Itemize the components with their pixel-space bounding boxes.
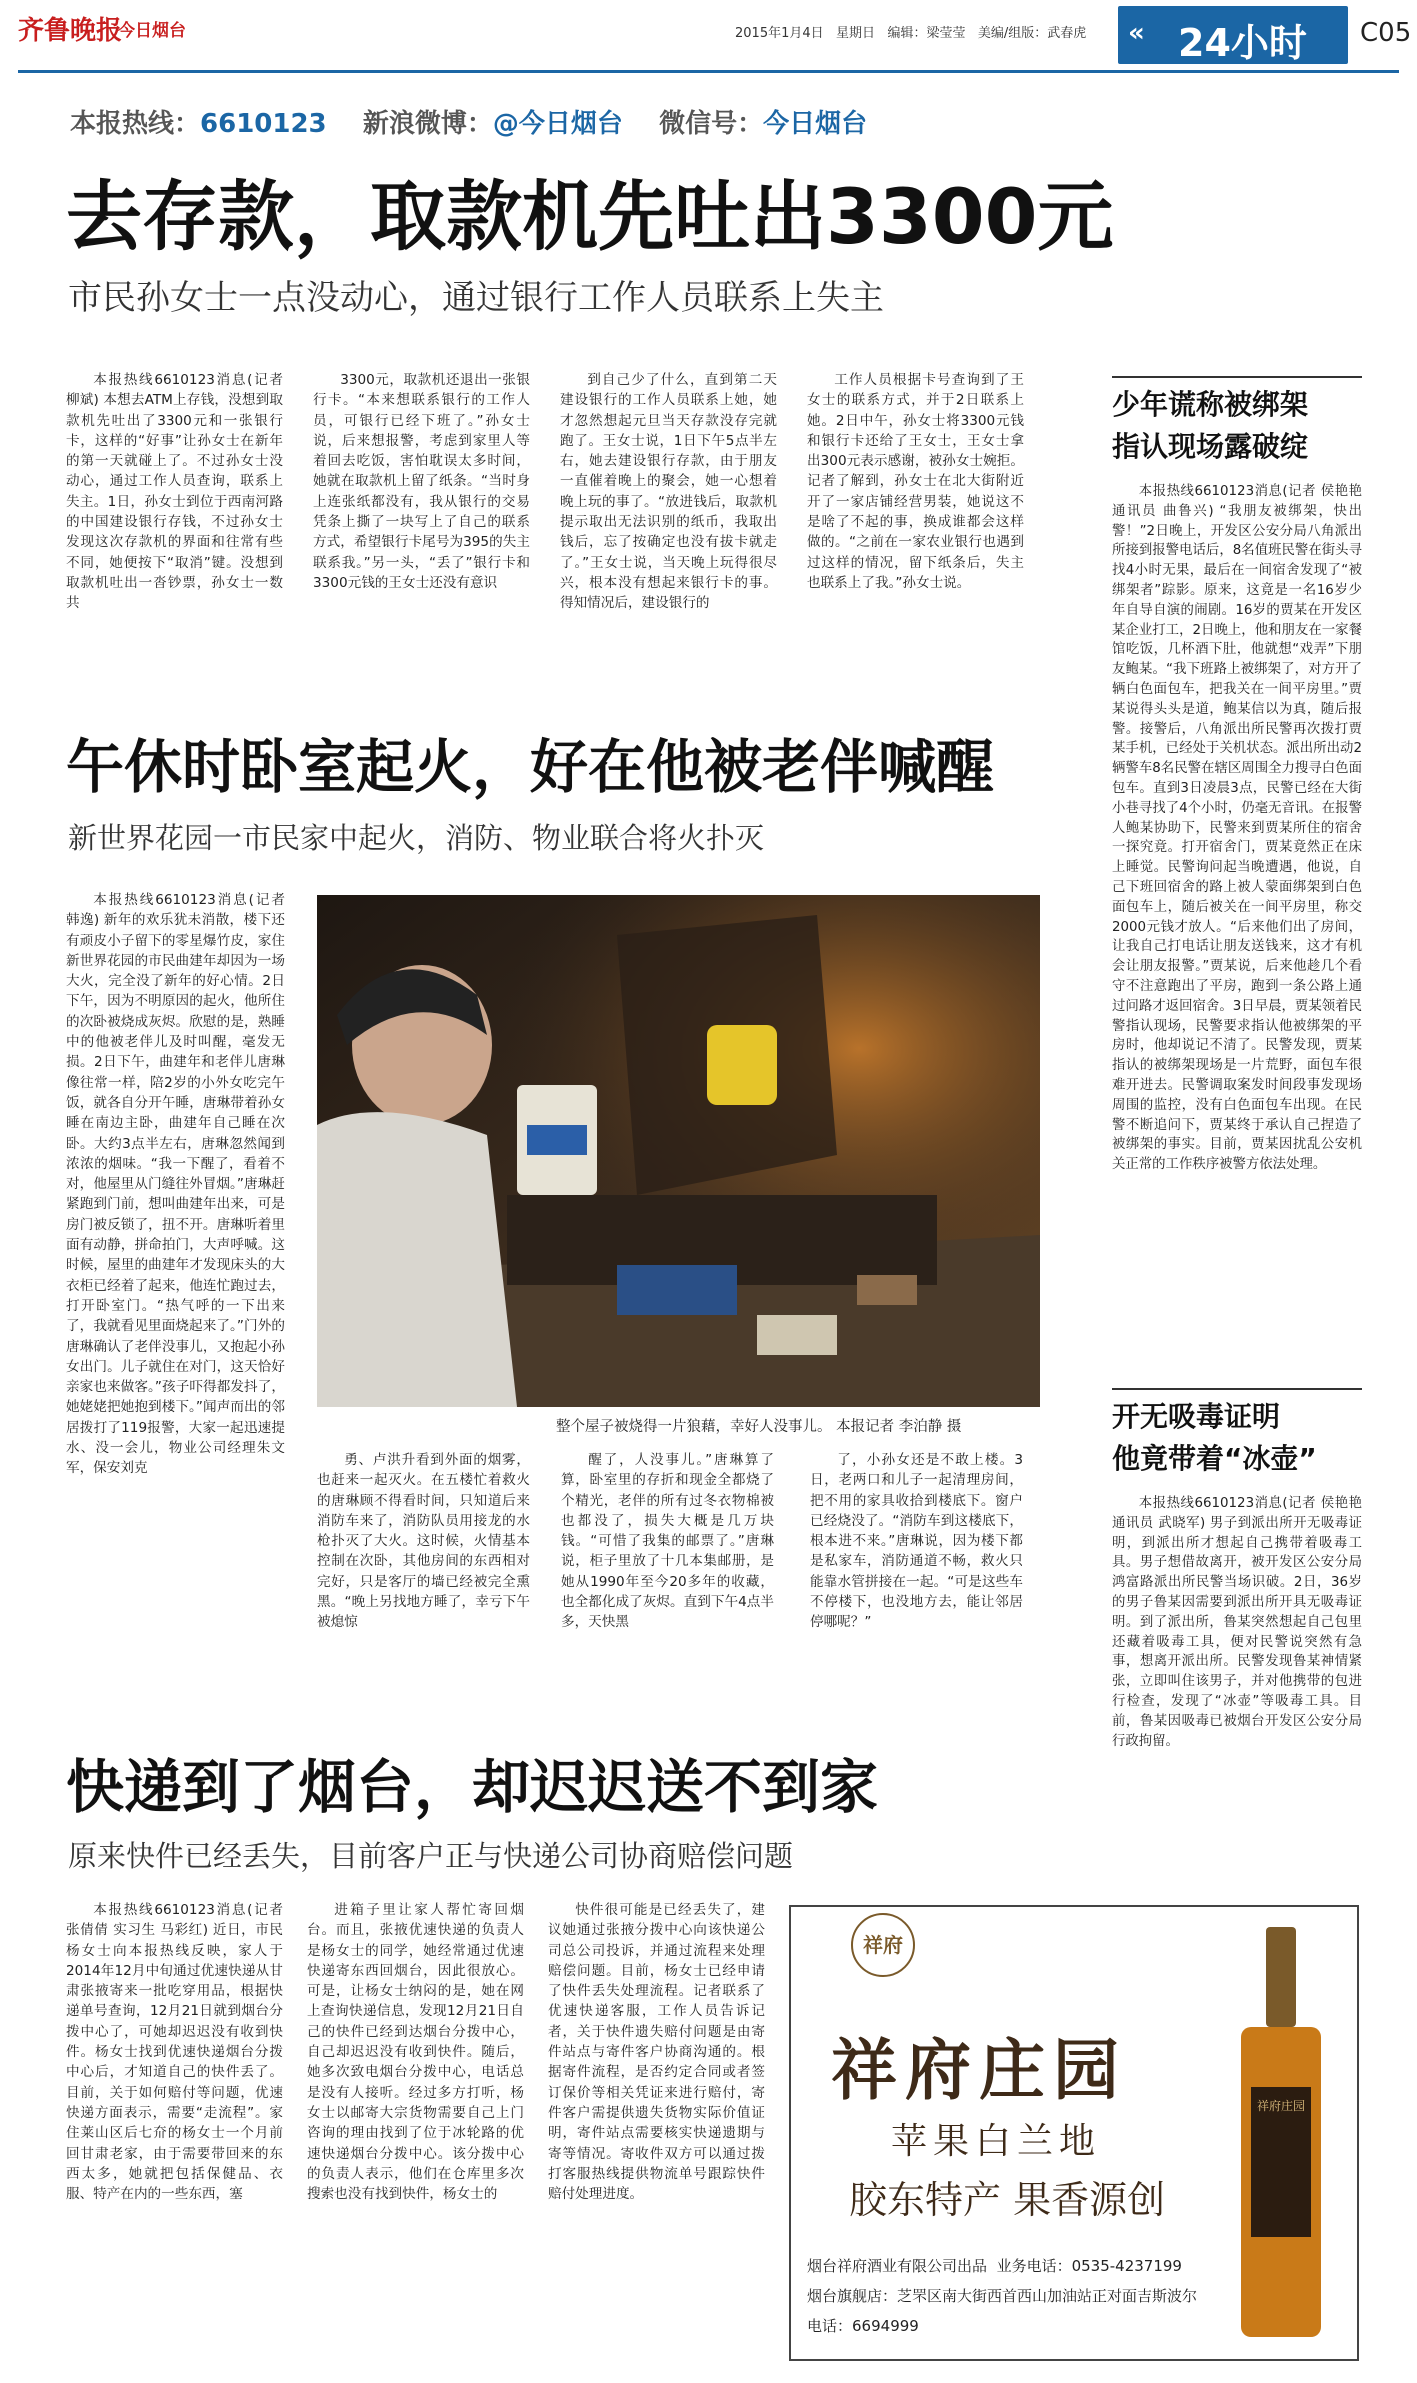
design-credit: 美编/组版：武春虎 xyxy=(977,26,1087,41)
liquor-advertisement xyxy=(789,1905,1359,2361)
article2-column-2: 勇、卢洪升看到外面的烟雾，也赶来一起灭火。在五楼忙着救火的唐琳顾不得看时间，只知道后来消防车来了，消防队员用接龙的水枪扑灭了大火。这时候，火情基本控制在次卧，其他房间的东西相对完好，只是客厅的墙已经被完全熏黑。“晚上另找地方睡了，幸亏下午被熄惊 xyxy=(317,1452,530,1631)
article3-headline: 快递到了烟台，却迟迟送不到家 xyxy=(66,1753,879,1821)
article1-column-1: 本报热线6610123消息(记者 柳斌) 本想去ATM上存钱，没想到取款机先吐出了3300元和一张银行卡，这样的“好事”让孙女士在新年的第一天就碰上了。不过孙女士没动心，通过工作人员查询，联系上失主。1日，孙女士到位于西南河路的中国建设银行存钱，不过孙女士发现这次存款机的界面和往常有些不同，她便按下“取消”键。没想到取款机吐出一沓钞票，孙女士一数共 xyxy=(66,372,283,612)
ad-slogan: 胶东特产 果香源创 xyxy=(849,2178,1166,2222)
brandy-bottle-image xyxy=(1221,1927,1341,2347)
newspaper-logo: 齐鲁晚报 xyxy=(18,16,123,46)
ad-tel: 电话：6694999 xyxy=(807,2317,919,2335)
double-chevron-icon: « xyxy=(1128,18,1145,48)
side1-top-rule xyxy=(1112,376,1362,378)
issue-weekday: 星期日 xyxy=(836,26,876,41)
article1-column-3: 到自己少了什么，直到第二天建设银行的工作人员联系上她，她才忽然想起元旦当天存款没存完就跑了。王女士说，1日下午5点半左右，她去建设银行存款，由于朋友一直催着晚上的聚会，她一心想着晚上玩的事了。“放进钱后，取款机提示取出无法识别的纸币，我取出钱后，忘了按确定也没有拔卡就走了。”王女士说，当天晚上玩得很尽兴，根本没有想起来银行卡的事。得知情况后，建设银行的 xyxy=(560,372,777,612)
ad-brand: 祥府庄园 xyxy=(831,2031,1127,2109)
page-number: C05 xyxy=(1360,18,1412,48)
article2-subheadline: 新世界花园一市民家中起火，消防、物业联合将火扑灭 xyxy=(68,821,765,855)
hotline-number: 6610123 xyxy=(200,109,327,139)
side1-headline: 少年谎称被绑架 指认现场露破绽 xyxy=(1112,388,1309,463)
wechat-id: 今日烟台 xyxy=(763,109,868,139)
ad-shop: 烟台旗舰店：芝罘区南大街西首西山加油站正对面吉斯波尔 xyxy=(807,2287,1198,2305)
fire-scene-photo xyxy=(317,895,1040,1407)
article3-subheadline: 原来快件已经丢失，目前客户正与快递公司协商赔偿问题 xyxy=(68,1839,794,1873)
side2-body: 本报热线6610123消息(记者 侯艳艳 通讯员 武晓军) 男子到派出所开无吸毒证明，到派出所才想起自己携带着吸毒工具。男子想借故离开，被开发区公安分局鸿富路派出所民警当场识破。2日，36岁的男子鲁某因需要到派出所开具无吸毒证明。到了派出所，鲁某突然想起自己包里还藏着吸毒工具，便对民警说突然有急事，想离开派出所。民警发现鲁某神情紧张，立即叫住该男子，并对他携带的包进行检查，发现了“冰壶”等吸毒工具。目前，鲁某因吸毒已被烟台开发区公安分局行政拘留。 xyxy=(1112,1496,1362,1749)
editor-credit: 编辑：梁莹莹 xyxy=(887,26,966,41)
section-name: 今日烟台 xyxy=(118,21,186,41)
fire-scene-image xyxy=(317,895,1040,1407)
article2-column-3: 醒了，人没事儿。”唐琳算了算，卧室里的存折和现金全都烧了个精光，老伴的所有过冬衣物棉被也都没了，损失大概是几万块钱。“可惜了我集的邮票了。”唐琳说，柜子里放了十几本集邮册，是她从1990年至今20多年的收藏，也全都化成了灰烬。直到下午4点半多，天快黑 xyxy=(561,1452,774,1631)
bottle-label: 祥府庄园 xyxy=(1256,2099,1305,2113)
column-name: 24小时 xyxy=(1178,21,1307,65)
photo-caption: 整个屋子被烧得一片狼藉，幸好人没事儿。 本报记者 李泊静 摄 xyxy=(556,1419,962,1435)
article3-column-1: 本报热线6610123消息(记者 张倩倩 实习生 马彩红) 近日，市民杨女士向本报热线反映，家人于2014年12月中旬通过优速快递从甘肃张掖寄来一批吃穿用品，根据快递单号查询，12月21日就到烟台分拨中心了，可她却迟迟没有收到快件。杨女士找到优速快递烟台分拨中心后，才知道自己的快件丢了。目前，关于如何赔付等问题，优速快递方面表示，需要“走流程”。家住莱山区后七夼的杨女士一个月前回甘肃老家，由于需要带回来的东西太多，她就把包括保健品、衣服、特产在内的一些东西，塞 xyxy=(66,1902,283,2203)
article3-column-3: 快件很可能是已经丢失了，建议她通过张掖分拨中心向该快递公司总公司投诉，并通过流程来处理赔偿问题。目前，杨女士已经申请了快件丢失处理流程。记者联系了优速快递客服，工作人员告诉记者，关于快件遗失赔付问题是由寄件站点与寄件客户协商沟通的。根据寄件流程，是否约定合同或者签订保价等相关凭证来进行赔付，寄件客户需提供遗失货物实际价值证明，寄件站点需要核实快递遗期与寄等情况。寄收件双方可以通过拨打客服热线提供物流单号跟踪快件赔付处理进度。 xyxy=(548,1902,765,2203)
side1-body: 本报热线6610123消息(记者 侯艳艳 通讯员 曲鲁兴) “我朋友被绑架，快出警！”2日晚上，开发区公安分局八角派出所接到报警电话后，8名值班民警在街头寻找4小时无果，最后在一间宿舍发现了“被绑架者”踪影。原来，这竟是一名16岁少年自导自演的闹剧。16岁的贾某在开发区某企业打工，2日晚上，他和朋友在一家餐馆吃饭，几杯酒下肚，他就想“戏弄”下朋友鲍某。“我下班路上被绑架了，对方开了辆白色面包车，把我关在一间平房里。”贾某说得头头是道，鲍某信以为真，随后报警。接警后，八角派出所民警再次拨打贾某手机，已经处于关机状态。派出所出动2辆警车8名民警在辖区周围全力搜寻白色面包车。直到3日凌晨3点，民警已经在大街小巷寻找了4个小时，仍毫无音讯。在报警人鲍某协助下，民警来到贾某所住的宿舍一探究竟。打开宿舍门，贾某竟然正在床上睡觉。民警询问起当晚遭遇，他说，自己下班回宿舍的路上被人蒙面绑架到白色面包车上，随后被关在一间平房里，称交2000元钱才放人。“后来他们出了房间，让我自己打电话让朋友送钱来，这才有机会让朋友报警。”贾某说，后来他趁几个看守不注意跑出了平房，跑到一条公路上通过问路才返回宿舍。3日早晨，贾某领着民警指认现场，民警要求指认他被绑架的平房时，他却说记不清了。民警发现，贾某指认的被绑架现场是一片荒野，面包车很难开进去。民警调取案发时间段事发现场周围的监控，没有白色面包车出现。在民警不断追问下，贾某终于承认自己捏造了被绑架的事实。目前，贾某因扰乱公安机关正常的工作秩序被警方依法处理。 xyxy=(1112,484,1362,1173)
issue-meta xyxy=(735,22,1086,41)
ad-logo: 祥府 xyxy=(851,1913,915,1977)
article2-headline: 午休时卧室起火，好在他被老伴喊醒 xyxy=(66,733,995,801)
article3-column-2: 进箱子里让家人帮忙寄回烟台。而且，张掖优速快递的负责人是杨女士的同学，她经常通过优速快递寄东西回烟台，因此很放心。可是，让杨女士纳闷的是，她在网上查询快递信息，发现12月21日自己的快件已经到达烟台分拨中心，自己却迟迟没有收到快件。随后，她多次致电烟台分拨中心，电话总是没有人接听。经过多方打听，杨女士以邮寄大宗货物需要自己上门咨询的理由找到了位于冰轮路的优速快递烟台分拨中心。该分拨中心的负责人表示，他们在仓库里多次搜索也没有找到快件，杨女士的 xyxy=(307,1902,524,2203)
contact-bar xyxy=(70,103,867,140)
article1-column-4: 工作人员根据卡号查询到了王女士的联系方式，并于2日联系上她。2日中午，孙女士将3300元钱和银行卡还给了王女士，王女士拿出300元表示感谢，被孙女士婉拒。记者了解到，孙女士在北大街附近开了一家店铺经营男装，她说这不是啥了不起的事，换成谁都会这样做的。“之前在一家农业银行也遇到过这样的情况，留下纸条后，失主也联系上了我。”孙女士说。 xyxy=(807,372,1024,591)
weibo-label: 新浪微博： xyxy=(362,109,493,139)
side2-top-rule xyxy=(1112,1388,1362,1390)
ad-company: 烟台祥府酒业有限公司出品 业务电话：0535-4237199 xyxy=(807,2257,1182,2275)
hotline-label: 本报热线： xyxy=(70,109,201,139)
ad-product: 苹果白兰地 xyxy=(891,2121,1102,2162)
side2-headline: 开无吸毒证明 他竟带着“冰壶” xyxy=(1112,1400,1317,1475)
article2-column-1: 本报热线6610123消息(记者 韩逸) 新年的欢乐犹未消散，楼下还有顽皮小子留下的零星爆竹皮，家住新世界花园的市民曲建年却因为一场大火，完全没了新年的好心情。2日下午，因为不明原因的起火，他所住的次卧被烧成灰烬。欣慰的是，熟睡中的他被老伴儿及时叫醒，毫发无损。2日下午，曲建年和老伴儿唐琳像往常一样，陪2岁的小外女吃完午饭，就各自分开午睡，唐琳带着孙女睡在南边主卧，曲建年自己睡在次卧。大约3点半左右，唐琳忽然闻到浓浓的烟味。“我一下醒了，看着不对，他屋里从门缝往外冒烟。”唐琳赶紧跑到门前，想叫曲建年出来，可是房门被反锁了，扭不开。唐琳听着里面有动静，拼命拍门，大声呼喊。这时候，屋里的曲建年才发现床头的大衣柜已经着了起来，他连忙跑过去，打开卧室门。“热气呼的一下出来了，我就看见里面烧起来了。”门外的唐琳确认了老伴没事儿，又抱起小孙女出门。儿子就住在对门，这天恰好亲家也来做客。”孩子吓得都发抖了，她姥姥把她抱到楼下。”闻声而出的邻居拨打了119报警，大家一起迅速提水、没一会儿，物业公司经理朱文军，保安刘克 xyxy=(66,892,285,1477)
weibo-handle: @今日烟台 xyxy=(492,109,623,139)
article1-subheadline: 市民孙女士一点没动心，通过银行工作人员联系上失主 xyxy=(68,278,884,318)
article2-column-4: 了，小孙女还是不敢上楼。3日，老两口和儿子一起清理房间，把不用的家具收拾到楼底下。窗户已经烧没了。“消防车到这楼底下，根本进不来。”唐琳说，因为楼下都是私家车，消防通道不畅，救火只能靠水管拼接在一起。“可是这些车不停楼下，也没地方去，能让邻居停哪呢？” xyxy=(810,1452,1023,1631)
wechat-label: 微信号： xyxy=(659,109,764,139)
issue-date: 2015年1月4日 xyxy=(735,26,824,41)
article1-headline: 去存款，取款机先吐出3300元 xyxy=(66,172,1114,261)
header-divider xyxy=(18,70,1399,73)
article1-column-2: 3300元，取款机还退出一张银行卡。“本来想联系银行的工作人员，可银行已经下班了。”孙女士说，后来想报警，考虑到家里人等着回去吃饭，害怕耽误太多时间，她就在取款机上留了纸条。“当时身上连张纸都没有，我从银行的交易凭条上撕了一块写上了自己的联系方式，希望银行卡尾号为395的失主联系我。”另一头，“丢了”银行卡和3300元钱的王女士还没有意识 xyxy=(313,372,530,591)
